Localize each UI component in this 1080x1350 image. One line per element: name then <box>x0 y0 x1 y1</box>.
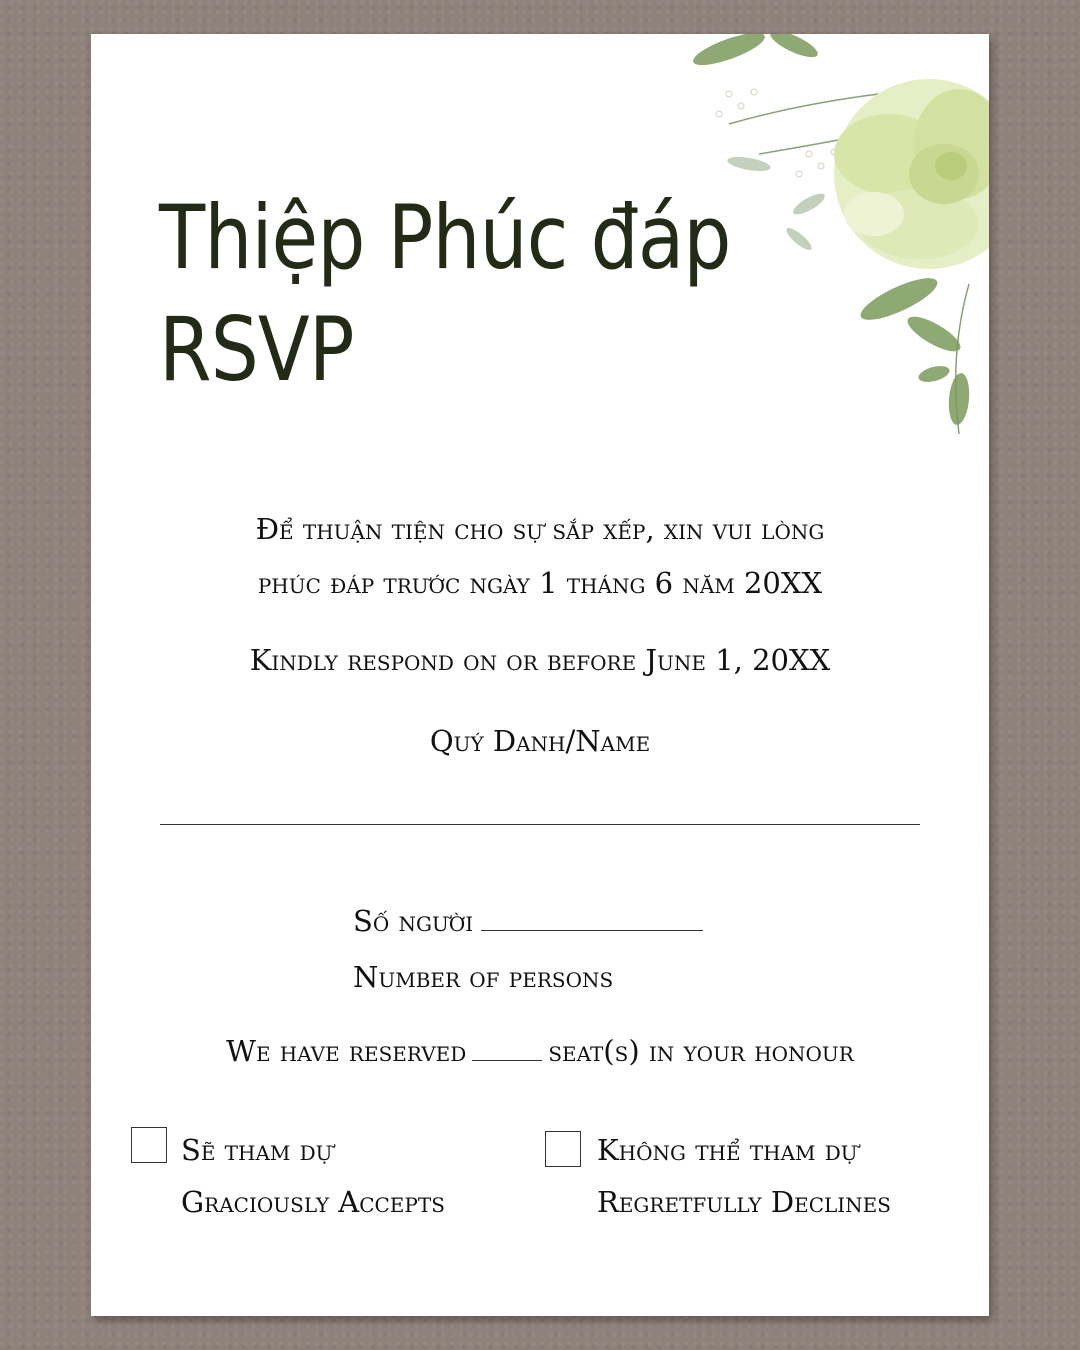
instruction-vi-line-1: Để thuận tiện cho sự sắp xếp, xin vui lòng <box>255 512 825 546</box>
rsvp-card <box>91 34 989 1316</box>
accept-option <box>181 1124 445 1228</box>
reserved-text-before: We have reserved <box>226 1034 467 1068</box>
name-label: Quý Danh/Name <box>429 724 651 758</box>
reserved-seats-field[interactable] <box>472 1060 542 1061</box>
decline-checkbox[interactable] <box>545 1131 581 1167</box>
page-title <box>159 182 731 406</box>
accept-checkbox[interactable] <box>131 1127 167 1163</box>
instruction-en: Kindly respond on or before June 1, 20XX <box>249 643 831 677</box>
floral-corner-decoration <box>689 34 989 444</box>
reserved-seats-row <box>91 1034 989 1068</box>
accept-label-vi: Sẽ tham dự <box>181 1133 333 1167</box>
name-field[interactable] <box>160 824 920 825</box>
persons-label-vi: Số người <box>353 904 474 938</box>
accept-label-en: Graciously Accepts <box>181 1185 445 1219</box>
decline-label-en: Regretfully Declines <box>597 1185 891 1219</box>
decline-option <box>597 1124 891 1228</box>
reserved-text-after: seat(s) in your honour <box>548 1034 854 1068</box>
persons-field[interactable] <box>481 930 703 931</box>
persons-row <box>353 904 703 938</box>
instruction-vi-line-2: phúc đáp trước ngày 1 tháng 6 năm 20XX <box>257 566 823 600</box>
title-line-2: RSVP <box>159 298 354 401</box>
decline-label-vi: Không thể tham dự <box>597 1133 858 1167</box>
persons-label-en: Number of persons <box>353 960 614 994</box>
title-line-1: Thiệp Phúc đáp <box>159 186 731 289</box>
